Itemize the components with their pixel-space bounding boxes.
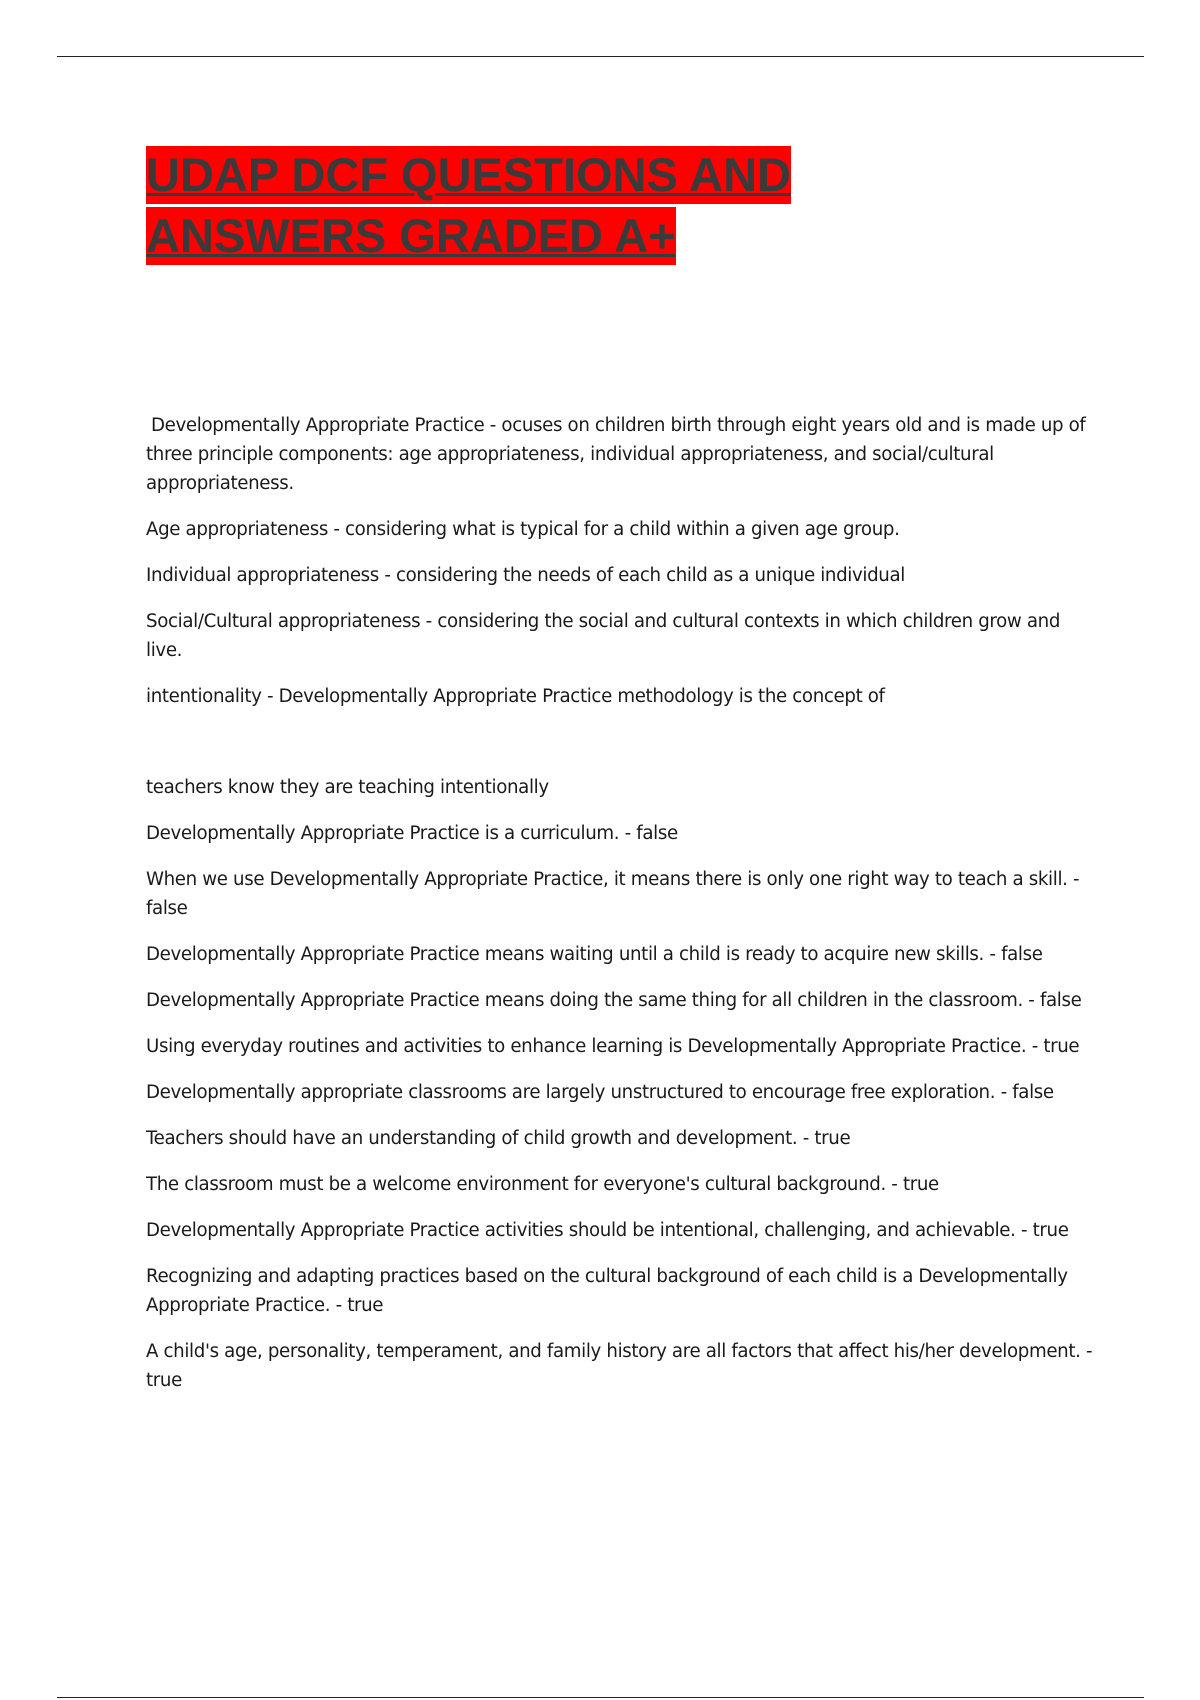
question-everyday-routines: Using everyday routines and activities to enhance learning is Developmentally Appropriate Practice. - true	[146, 1036, 1080, 1057]
footer-rule	[57, 1697, 1144, 1698]
document-title	[146, 146, 1046, 265]
paragraph-teaching-intentionally: teachers know they are teaching intentionally	[146, 777, 549, 798]
paragraph-age-appropriateness: Age appropriateness - considering what is typical for a child within a given age group.	[146, 519, 900, 540]
title-line-2: ANSWERS GRADED A+	[146, 207, 676, 265]
question-intentional-activities: Developmentally Appropriate Practice activities should be intentional, challenging, and achievable. - true	[146, 1220, 1069, 1241]
question-welcome-environment: The classroom must be a welcome environment for everyone's cultural background. - true	[146, 1174, 939, 1195]
question-same-thing-all-children: Developmentally Appropriate Practice means doing the same thing for all children in the classroom. - false	[146, 990, 1082, 1011]
header-rule	[57, 56, 1144, 57]
paragraph-social-cultural-appropriateness: Social/Cultural appropriateness - considering the social and cultural contexts in which children grow and live.	[146, 611, 1061, 661]
question-waiting-until-ready: Developmentally Appropriate Practice means waiting until a child is ready to acquire new skills. - false	[146, 944, 1043, 965]
question-unstructured-classrooms: Developmentally appropriate classrooms are largely unstructured to encourage free exploration. - false	[146, 1082, 1054, 1103]
question-cultural-background: Recognizing and adapting practices based on the cultural background of each child is a Developmentally Appropriate Practice. - true	[146, 1266, 1068, 1316]
title-line-1: UDAP DCF QUESTIONS AND	[146, 146, 791, 204]
paragraph-individual-appropriateness: Individual appropriateness - considering the needs of each child as a unique individual	[146, 565, 905, 586]
document-body	[146, 411, 1096, 1412]
question-development-factors: A child's age, personality, temperament, and family history are all factors that affect his/her development. - true	[146, 1341, 1093, 1391]
question-one-right-way: When we use Developmentally Appropriate Practice, it means there is only one right way to teach a skill. - false	[146, 869, 1080, 919]
paragraph-dap-definition: Developmentally Appropriate Practice - ocuses on children birth through eight years old and is made up of three principle components: age appropriateness, individual appropriateness, and social/cultural appropriateness.	[146, 415, 1086, 494]
question-child-growth: Teachers should have an understanding of child growth and development. - true	[146, 1128, 851, 1149]
question-curriculum: Developmentally Appropriate Practice is a curriculum. - false	[146, 823, 678, 844]
paragraph-intentionality: intentionality - Developmentally Appropriate Practice methodology is the concept of	[146, 686, 885, 707]
